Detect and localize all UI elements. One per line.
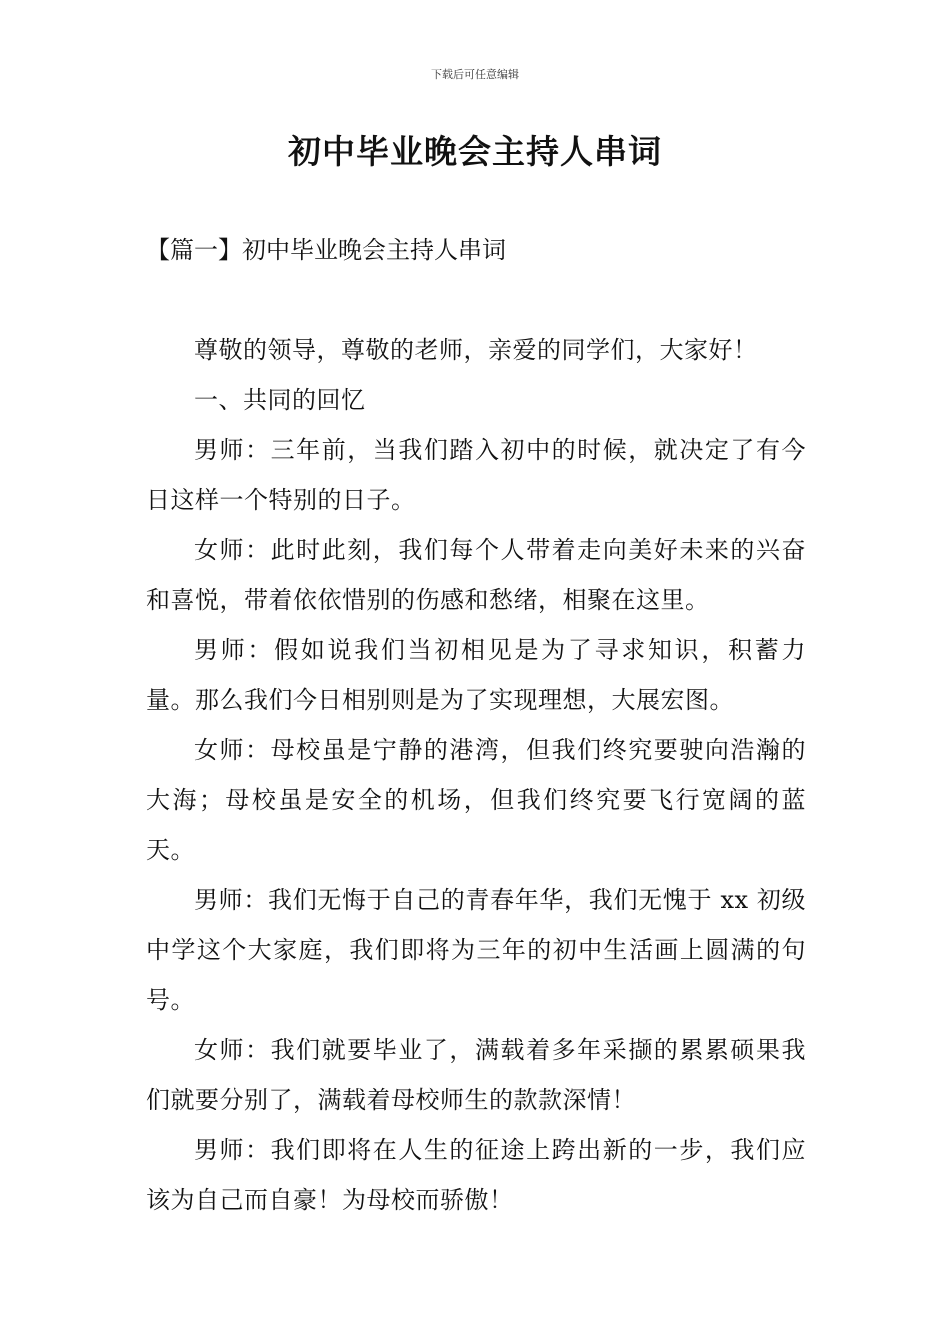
section-heading: 【篇一】初中毕业晚会主持人串词 [146,236,506,264]
paragraph: 男师：假如说我们当初相见是为了寻求知识，积蓄力量。那么我们今日相别则是为了实现理想，大展宏图。 [146,636,806,714]
paragraph-subheading: 一、共同的回忆 [194,386,366,414]
document-title: 初中毕业晚会主持人串词 [288,132,662,171]
paragraph-greeting: 尊敬的领导，尊敬的老师，亲爱的同学们，大家好！ [194,336,758,364]
paragraph: 男师：我们无悔于自己的青春年华，我们无愧于 xx 初级中学这个大家庭，我们即将为三年的初中生活画上圆满的句号。 [146,886,806,1014]
paragraph: 女师：我们就要毕业了，满载着多年采撷的累累硕果我们就要分别了，满载着母校师生的款款深情！ [146,1036,806,1114]
paragraph: 男师：三年前，当我们踏入初中的时候，就决定了有今日这样一个特别的日子。 [146,436,806,514]
paragraph: 女师：母校虽是宁静的港湾，但我们终究要驶向浩瀚的大海；母校虽是安全的机场，但我们终究要飞行宽阔的蓝天。 [146,736,806,864]
paragraph: 男师：我们即将在人生的征途上跨出新的一步，我们应该为自己而自豪！为母校而骄傲！ [146,1136,806,1214]
header-note: 下载后可任意编辑 [431,68,519,81]
document-body [146,325,806,1225]
paragraph: 女师：此时此刻，我们每个人带着走向美好未来的兴奋和喜悦，带着依依惜别的伤感和愁绪，相聚在这里。 [146,536,806,614]
